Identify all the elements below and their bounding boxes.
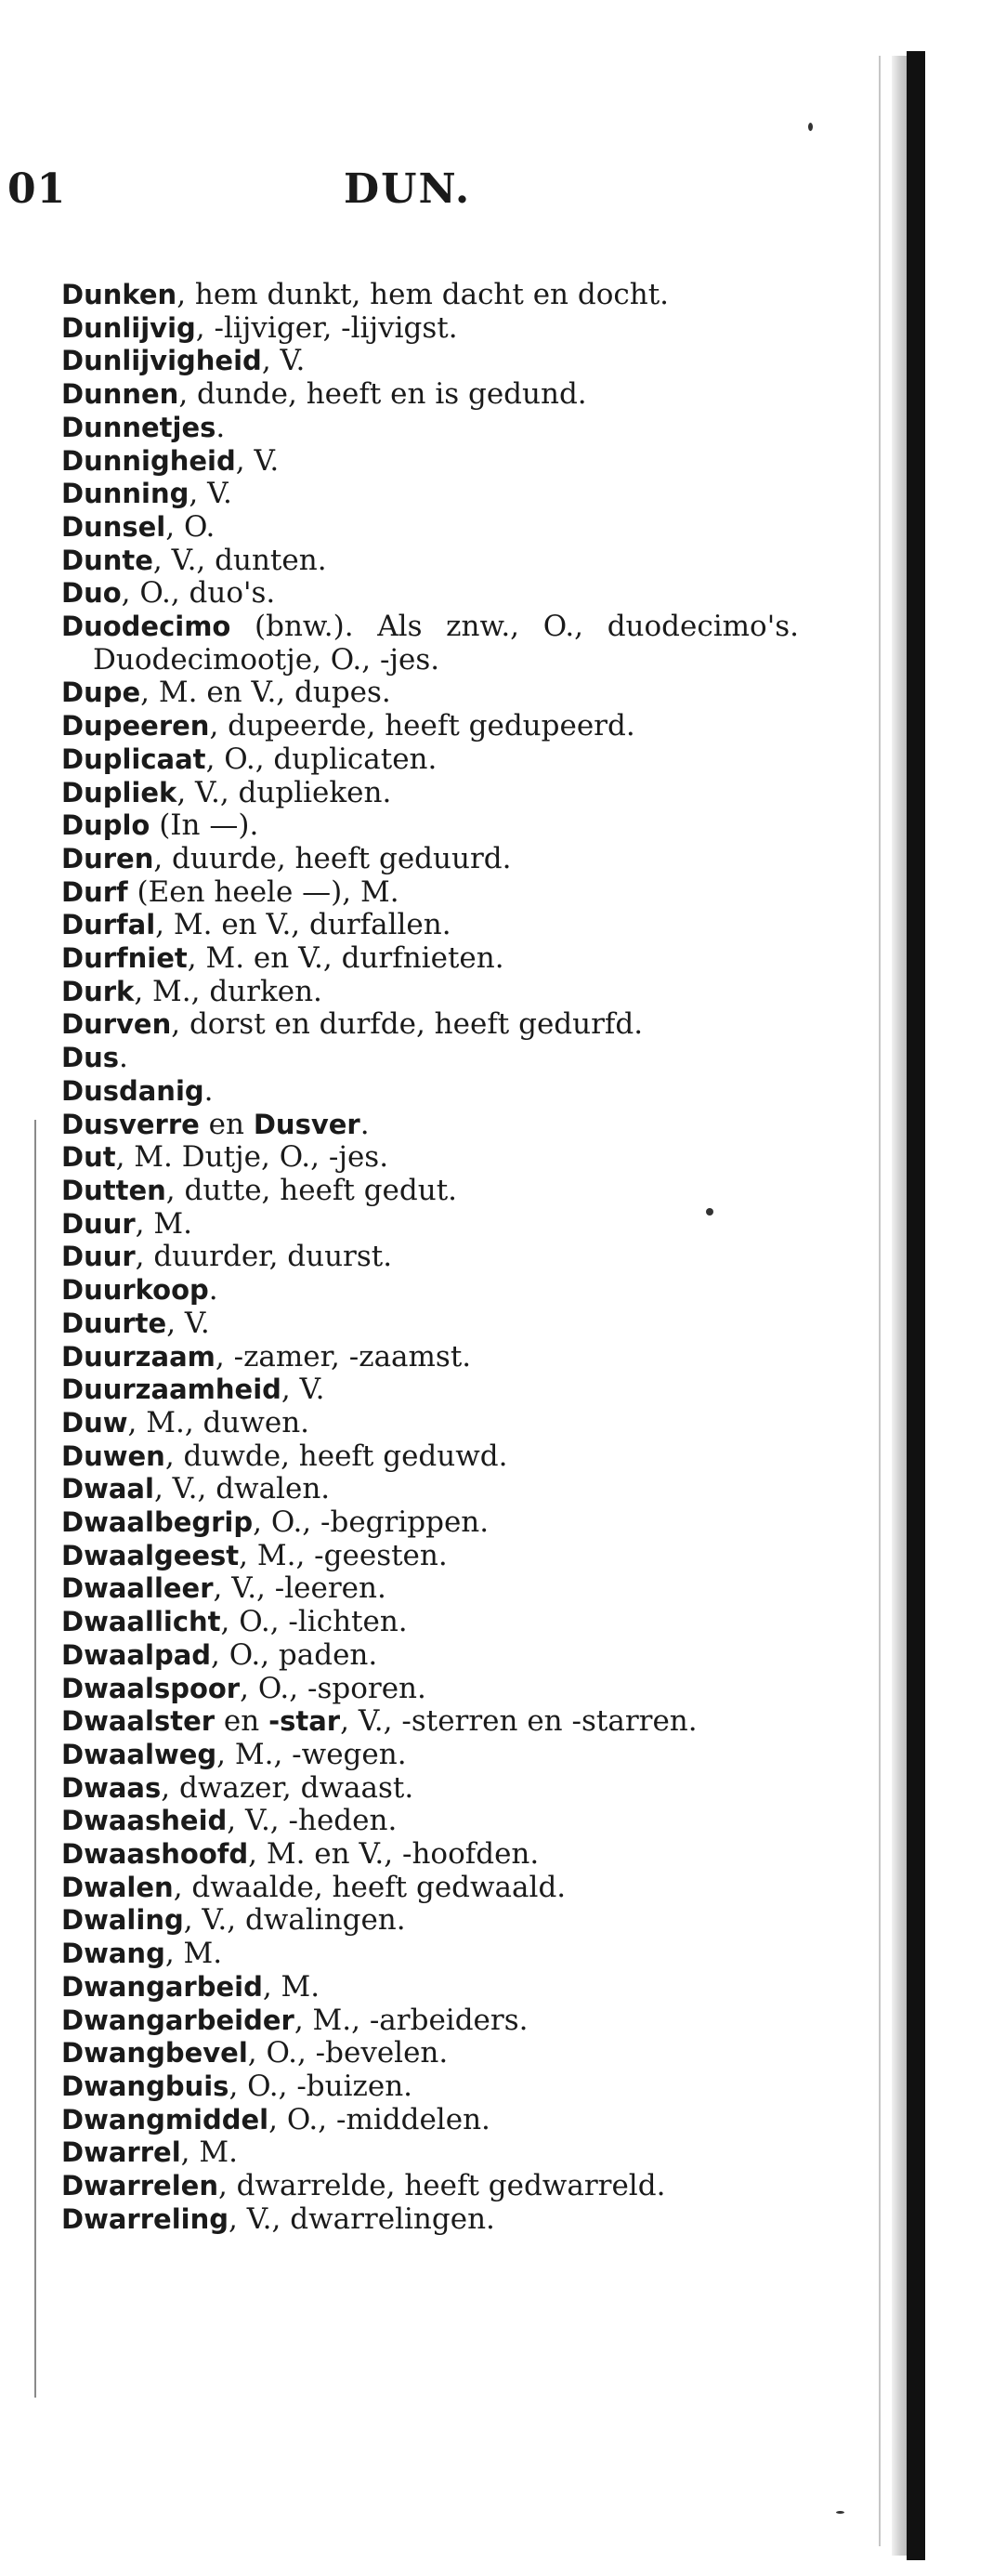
- dictionary-entry: [0, 1241, 799, 1274]
- entry-definition: (In —).: [150, 808, 259, 843]
- dictionary-entries: [0, 279, 799, 2236]
- entry-definition: , V.: [189, 477, 232, 511]
- entry-definition: .: [216, 410, 226, 444]
- entry-definition: , dunde, heeft en is gedund.: [178, 377, 587, 412]
- entry-definition: , duwde, heeft geduwd.: [164, 1439, 508, 1473]
- entry-headword: Dunning: [61, 478, 189, 510]
- entry-headword: Dusdanig: [61, 1074, 204, 1107]
- dictionary-entry: [0, 1208, 799, 1242]
- dictionary-entry: [0, 1673, 799, 1706]
- dictionary-entry: [0, 1904, 799, 1938]
- entry-headword: Durf: [61, 875, 128, 908]
- dictionary-entry: [0, 1838, 799, 1872]
- entry-definition: , dupeerde, heeft gedupeerd.: [209, 709, 635, 743]
- entry-headword: Dwalen: [61, 1871, 174, 1903]
- entry-headword: Dwaalster: [61, 1705, 216, 1738]
- entry-headword: Dwangarbeid: [61, 1970, 263, 2003]
- entry-definition: en: [199, 1107, 254, 1141]
- dictionary-entry: [0, 545, 799, 578]
- entry-definition: , V.: [166, 1306, 210, 1340]
- entry-headword: Dwaasheid: [61, 1805, 228, 1837]
- dictionary-entry: [0, 1440, 799, 1474]
- entry-headword: Dutten: [61, 1174, 166, 1206]
- entry-headword: Dwaalgeest: [61, 1539, 240, 1571]
- dictionary-entry: [0, 1308, 799, 1341]
- dictionary-entry: [0, 1772, 799, 1806]
- entry-definition: , M. en V., durfallen.: [155, 908, 451, 942]
- entry-definition: , V.: [261, 344, 306, 378]
- entry-definition: , V., dwalingen.: [183, 1903, 406, 1938]
- entry-headword: Dwarrel: [61, 2136, 181, 2169]
- entry-definition: (Een heele —), M.: [127, 874, 399, 909]
- entry-definition: , duurder, duurst.: [135, 1240, 393, 1274]
- dictionary-entry: [0, 2104, 799, 2137]
- entry-definition: , V., -heden.: [227, 1804, 398, 1838]
- entry-definition: .: [118, 1041, 128, 1075]
- entry-definition: , V., -leeren.: [213, 1571, 386, 1606]
- entry-headword: Dunnigheid: [61, 444, 236, 477]
- dictionary-entry: [0, 378, 799, 412]
- entry-headword: Dwaalweg: [61, 1738, 217, 1770]
- dictionary-entry: [0, 942, 799, 976]
- dictionary-entry: [0, 1639, 799, 1673]
- dictionary-entry: [0, 743, 799, 777]
- dictionary-entry: [0, 445, 799, 479]
- dictionary-entry: [0, 511, 799, 545]
- entry-definition: , M., durken.: [134, 974, 322, 1008]
- page-number: 01: [7, 165, 67, 213]
- entry-definition: en: [215, 1704, 269, 1739]
- entry-headword: Durfal: [61, 909, 156, 941]
- dictionary-entry: [0, 1606, 799, 1639]
- dictionary-entry: [0, 1572, 799, 1606]
- entry-definition: .: [203, 1073, 214, 1108]
- dictionary-entry: [0, 2070, 799, 2104]
- dictionary-entry: [0, 577, 799, 611]
- dictionary-entry: [0, 1175, 799, 1208]
- entry-headword: Duo: [61, 577, 122, 610]
- entry-definition: , M.: [262, 1969, 320, 2004]
- dictionary-entry: [0, 1274, 799, 1308]
- entry-headword: Duren: [61, 842, 154, 874]
- dictionary-entry: [0, 1341, 799, 1374]
- entry-definition: , M., -arbeiders.: [294, 2003, 529, 2037]
- dictionary-entry: [0, 2170, 799, 2203]
- entry-definition: , M. en V., durfnieten.: [187, 941, 504, 976]
- entry-definition: , -zamer, -zaamst.: [215, 1339, 472, 1373]
- dictionary-entry: [0, 909, 799, 942]
- entry-definition: .: [359, 1107, 370, 1141]
- entry-definition: , V., dunten.: [152, 543, 327, 577]
- entry-headword: Dunnen: [61, 378, 179, 411]
- entry-headword: Dwaashoofd: [61, 1838, 249, 1871]
- entry-definition: , dwarrelde, heeft gedwarreld.: [217, 2169, 666, 2203]
- entry-headword: Dupliek: [61, 776, 177, 808]
- entry-headword: Dusverre: [61, 1108, 200, 1140]
- binding-edge: [907, 51, 925, 2560]
- dictionary-entry: [0, 478, 799, 511]
- entry-headword: Dwaalspoor: [61, 1672, 241, 1704]
- dictionary-entry: [0, 2136, 799, 2170]
- dictionary-entry: [0, 1075, 799, 1109]
- entry-headword: Duw: [61, 1406, 128, 1439]
- entry-headword: Dunken: [61, 279, 177, 310]
- dictionary-entry: [0, 1373, 799, 1407]
- dictionary-entry: [0, 1473, 799, 1506]
- dictionary-entry: [0, 677, 799, 710]
- dictionary-entry: [0, 1872, 799, 1905]
- dictionary-entry: [0, 2004, 799, 2038]
- dictionary-entry: [0, 1540, 799, 1573]
- entry-definition: , dwazer, dwaast.: [161, 1770, 414, 1805]
- dictionary-entry: [0, 876, 799, 910]
- dictionary-entry: [0, 710, 799, 743]
- entry-definition: , M., -wegen.: [216, 1737, 407, 1771]
- gutter-line: [879, 56, 881, 2546]
- entry-definition: , O., -begrippen.: [253, 1505, 490, 1540]
- entry-definition: , M., duwen.: [127, 1405, 310, 1439]
- dictionary-entry: [0, 2037, 799, 2070]
- entry-definition: , V., dwarrelingen.: [229, 2201, 495, 2236]
- entry-headword: Dupe: [61, 677, 141, 709]
- entry-definition: , M.: [180, 2136, 238, 2170]
- entry-headword: Duodecimo: [61, 611, 231, 643]
- dictionary-entry: [0, 279, 799, 312]
- dictionary-entry: [0, 777, 799, 810]
- entry-definition: , M. Dutje, O., -jes.: [115, 1140, 389, 1175]
- entry-headword: Duurkoop: [61, 1274, 209, 1307]
- entry-definition: , hem dunkt, hem dacht en docht.: [176, 278, 670, 311]
- dictionary-entry: [0, 1705, 799, 1739]
- dictionary-entry: [0, 1938, 799, 1971]
- dictionary-entry: [0, 809, 799, 843]
- entry-headword: Duplo: [61, 809, 150, 842]
- entry-headword: Dwaalleer: [61, 1572, 214, 1605]
- entry-headword: Duurte: [61, 1307, 167, 1339]
- dictionary-entry: [0, 1506, 799, 1540]
- entry-headword: Duurzaam: [61, 1340, 216, 1373]
- entry-headword: Durk: [61, 975, 135, 1007]
- entry-headword: Dwang: [61, 1938, 165, 1970]
- entry-headword: Duplicaat: [61, 743, 206, 775]
- entry-definition: , V.: [235, 443, 280, 478]
- entry-definition: , -lijviger, -lijvigst.: [195, 310, 458, 345]
- entry-headword: Dunlijvigheid: [61, 345, 262, 377]
- entry-headword: Duur: [61, 1207, 136, 1240]
- entry-headword-variant: Dusver: [253, 1108, 360, 1140]
- dictionary-entry: [0, 345, 799, 378]
- entry-definition: .: [208, 1273, 218, 1308]
- entry-headword: Dupeeren: [61, 710, 210, 743]
- running-head: DUN.: [344, 165, 472, 213]
- entry-headword: Dwangbevel: [61, 2037, 248, 2070]
- dictionary-entry: [0, 1141, 799, 1175]
- ink-speck: [808, 123, 813, 131]
- entry-headword: Duwen: [61, 1439, 165, 1472]
- entry-headword: Dwaalpad: [61, 1638, 212, 1671]
- entry-headword: Duurzaamheid: [61, 1373, 281, 1406]
- entry-definition: (bnw.). Als znw., O., duodecimo's. Duodecimootje, O., -jes.: [93, 610, 799, 677]
- entry-headword: Dunte: [61, 544, 153, 576]
- dictionary-entry: [0, 1805, 799, 1838]
- dictionary-entry: [0, 976, 799, 1009]
- entry-headword: Dunsel: [61, 510, 166, 543]
- ink-speck: [836, 2511, 844, 2514]
- dictionary-entry: [0, 611, 799, 677]
- entry-headword: Dwangmiddel: [61, 2103, 269, 2136]
- entry-headword: Dwarrelen: [61, 2170, 218, 2202]
- entry-headword: Dwaallicht: [61, 1606, 221, 1638]
- entry-definition: , dorst en durfde, heeft gedurfd.: [171, 1007, 644, 1042]
- entry-definition: , O., paden.: [211, 1637, 378, 1672]
- dictionary-entry: [0, 843, 799, 876]
- entry-headword: Dus: [61, 1042, 119, 1074]
- entry-headword: Dunlijvig: [61, 311, 196, 344]
- dictionary-entry: [0, 2203, 799, 2237]
- entry-definition: , duurde, heeft geduurd.: [153, 841, 512, 875]
- entry-headword: Duur: [61, 1241, 136, 1273]
- entry-headword: Durven: [61, 1008, 172, 1041]
- dictionary-entry: [0, 1109, 799, 1142]
- entry-definition: , dutte, heeft gedut.: [165, 1173, 458, 1207]
- entry-definition: , M. en V., -hoofden.: [248, 1837, 540, 1872]
- entry-definition: , O., -buizen.: [229, 2069, 413, 2103]
- entry-definition: , O., -sporen.: [240, 1671, 426, 1705]
- dictionary-entry: [0, 1042, 799, 1075]
- dictionary-entry: [0, 312, 799, 346]
- entry-definition: , O., duplicaten.: [205, 742, 438, 776]
- dictionary-entry: [0, 1407, 799, 1440]
- entry-definition: , V., -sterren en -starren.: [340, 1704, 698, 1739]
- entry-definition: , O., -middelen.: [268, 2102, 490, 2136]
- entry-headword: Dwangarbeider: [61, 2004, 294, 2036]
- dictionary-entry: [0, 1971, 799, 2004]
- entry-headword: Dwaas: [61, 1771, 162, 1804]
- entry-definition: , V., duplieken.: [176, 775, 392, 809]
- entry-definition: , O., duo's.: [121, 576, 276, 611]
- entry-definition: , O.: [165, 509, 216, 544]
- entry-definition: , M., -geesten.: [239, 1538, 448, 1572]
- entry-definition: , V.: [281, 1373, 325, 1407]
- entry-headword: Dwarreling: [61, 2202, 229, 2235]
- dictionary-entry: [0, 412, 799, 445]
- binding-shadow: [892, 56, 907, 2556]
- entry-headword: Dwangbuis: [61, 2070, 229, 2102]
- entry-definition: , M.: [135, 1206, 192, 1241]
- entry-headword: Dut: [61, 1141, 116, 1174]
- dictionary-entry: [0, 1739, 799, 1772]
- entry-definition: , O., -bevelen.: [247, 2036, 449, 2070]
- entry-headword: Durfniet: [61, 942, 188, 975]
- entry-headword: Dwaling: [61, 1904, 184, 1937]
- entry-definition: , M.: [164, 1937, 223, 1971]
- entry-definition: , M. en V., dupes.: [140, 676, 391, 710]
- entry-headword: Dunnetjes: [61, 411, 216, 443]
- dictionary-entry: [0, 1008, 799, 1042]
- entry-headword: Dwaal: [61, 1473, 154, 1505]
- entry-headword: Dwaalbegrip: [61, 1506, 254, 1539]
- entry-definition: , dwaalde, heeft gedwaald.: [173, 1870, 567, 1904]
- entry-definition: , O., -lichten.: [220, 1605, 408, 1639]
- entry-definition: , V., dwalen.: [153, 1472, 331, 1506]
- entry-headword-variant: -star: [268, 1705, 341, 1738]
